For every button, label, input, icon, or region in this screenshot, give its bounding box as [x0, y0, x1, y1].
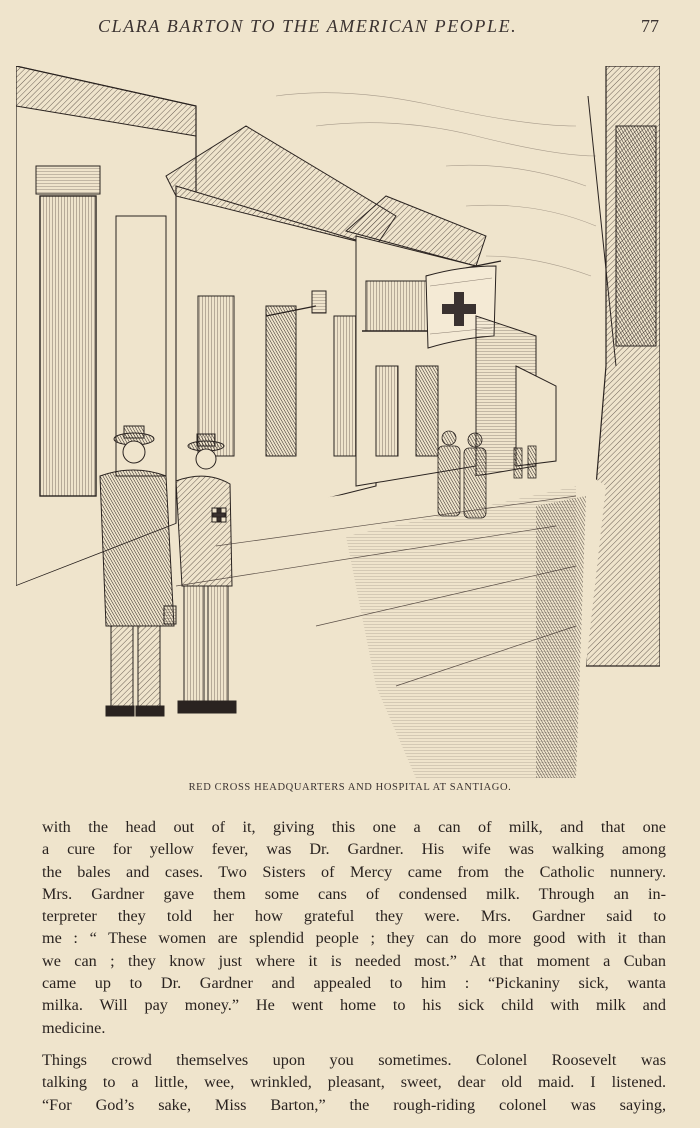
street-scene-drawing — [16, 66, 660, 778]
body-text — [42, 816, 666, 1116]
text-line: a cure for yellow fever, was Dr. Gardner. His wife was walking among — [42, 840, 666, 859]
text-line: “For God’s sake, Miss Barton,” the rough-riding colonel was saying, — [42, 1095, 666, 1114]
running-head: CLARA BARTON TO THE AMERICAN PEOPLE. — [98, 16, 518, 36]
text-line: Mrs. Gardner gave them some cans of condensed milk. Through an in- — [42, 884, 666, 903]
text-line: milka. Will pay money.” He went home to his sick child with milk and — [42, 996, 666, 1015]
page-number: 77 — [641, 16, 659, 36]
engraving-illustration — [16, 66, 660, 778]
text-line: Things crowd themselves upon you sometimes. Colonel Roosevelt was — [42, 1050, 666, 1069]
illustration-caption: RED CROSS HEADQUARTERS AND HOSPITAL AT SANTIAGO. — [188, 782, 512, 793]
text-line: talking to a little, wee, wrinkled, pleasant, sweet, dear old maid. I listened. — [42, 1073, 666, 1092]
text-line: with the head out of it, giving this one a can of milk, and that one — [42, 818, 666, 836]
paragraph-1 — [42, 816, 666, 1039]
text-line: the bales and cases. Two Sisters of Mercy came from the Catholic nunnery. — [42, 862, 666, 881]
text-line: we can ; they know just where it is needed most.” At that moment a Cuban — [42, 951, 666, 970]
page-header — [0, 14, 700, 44]
text-line: came up to Dr. Gardner and appealed to him : “Pickaniny sick, wanta — [42, 974, 666, 993]
text-line: terpreter they told her how grateful they were. Mrs. Gardner said to — [42, 907, 666, 926]
text-line: medicine. — [42, 1018, 106, 1037]
text-line: me : “ These women are splendid people ; they can do more good with it than — [42, 929, 666, 948]
paragraph-2 — [42, 1049, 666, 1116]
